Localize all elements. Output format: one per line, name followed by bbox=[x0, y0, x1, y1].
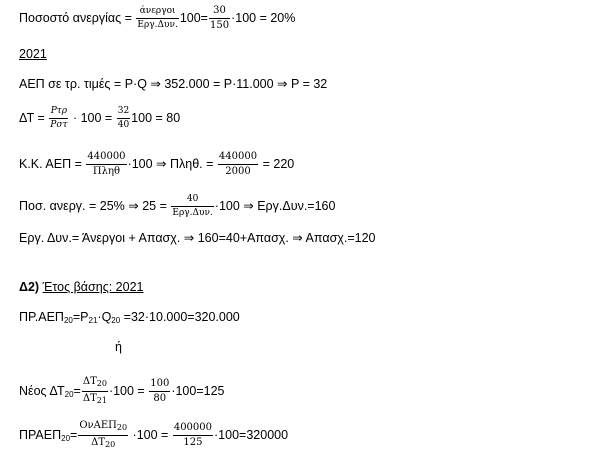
text: 100 = 80 bbox=[131, 110, 181, 125]
text: = bbox=[73, 383, 81, 398]
new-price-index-line bbox=[19, 376, 225, 407]
subscript: 20 bbox=[64, 389, 74, 399]
text: =P bbox=[72, 310, 89, 324]
denominator bbox=[78, 436, 128, 451]
year-heading: 2021 bbox=[19, 47, 47, 61]
fraction bbox=[209, 5, 230, 32]
text: ·100=320000 bbox=[214, 427, 289, 442]
text: · 100 = bbox=[72, 110, 113, 125]
numerator bbox=[82, 376, 108, 392]
numerator: άνεργοι bbox=[136, 6, 178, 19]
fraction bbox=[171, 194, 213, 219]
denominator: 125 bbox=[183, 437, 203, 448]
subscript: 20 bbox=[63, 316, 73, 325]
fraction bbox=[49, 106, 68, 131]
text: = bbox=[70, 427, 78, 442]
fraction bbox=[117, 106, 130, 131]
or-text: ή bbox=[115, 340, 122, 354]
denominator: 40 bbox=[117, 120, 130, 130]
subscript: 20 bbox=[111, 316, 121, 325]
fraction bbox=[173, 422, 213, 449]
denominator: Εργ.Δυν. bbox=[137, 20, 178, 30]
text: = 220 bbox=[262, 156, 295, 171]
numerator-text: ΔΤ bbox=[82, 376, 97, 387]
numerator: 400000 bbox=[173, 422, 213, 436]
d2-heading bbox=[19, 280, 143, 294]
text: ·100 ⇒ Εργ.Δυν.=160 bbox=[214, 198, 336, 213]
denominator: Πληθ bbox=[92, 166, 120, 177]
text: ·100 = bbox=[129, 427, 169, 442]
numerator: 440000 bbox=[218, 151, 258, 165]
denominator: 150 bbox=[209, 20, 230, 31]
per-capita-gdp-line bbox=[19, 151, 294, 178]
text: ·100 = bbox=[108, 383, 145, 398]
subscript: 20 bbox=[61, 433, 71, 443]
fraction bbox=[136, 6, 178, 31]
text: Κ.Κ. ΑΕΠ = bbox=[19, 156, 82, 171]
section-label: Δ2) bbox=[19, 280, 40, 294]
text: ·100=125 bbox=[171, 383, 225, 398]
numerator-text: ΟνΑΕΠ bbox=[79, 420, 117, 431]
text: ΠΡΑΕΠ bbox=[19, 427, 62, 442]
subscript: 20 bbox=[116, 423, 128, 432]
real-gdp-deflated-line bbox=[19, 420, 288, 451]
numerator: 100 bbox=[149, 378, 170, 392]
subscript: 21 bbox=[96, 396, 107, 405]
gdp-current-prices-line: ΑΕΠ σε τρ. τιμές = P·Q ⇒ 352.000 = P·11.000 ⇒ P = 32 bbox=[19, 77, 328, 91]
text: 100= bbox=[179, 10, 208, 25]
subscript: 21 bbox=[88, 316, 98, 325]
text: ΠΡ.ΑΕΠ bbox=[19, 310, 64, 324]
price-index-line bbox=[19, 106, 180, 131]
text: ΔΤ = bbox=[19, 110, 45, 125]
fraction bbox=[86, 151, 126, 178]
numerator: 32 bbox=[117, 106, 130, 119]
text: Νέος ΔΤ bbox=[19, 383, 65, 398]
unemployment-percent-line bbox=[19, 194, 335, 219]
text: =32·10.000=320.000 bbox=[120, 310, 240, 324]
text: Ποσ. ανεργ. = 25% ⇒ 25 = bbox=[19, 198, 167, 213]
numerator: 30 bbox=[209, 5, 230, 19]
denominator: 2000 bbox=[225, 166, 251, 177]
real-gdp-line bbox=[19, 310, 240, 328]
denominator: Εργ.Δυν. bbox=[172, 208, 213, 218]
fraction bbox=[149, 378, 170, 405]
numerator bbox=[78, 420, 128, 436]
denominator: 80 bbox=[153, 393, 167, 404]
numerator: 40 bbox=[171, 194, 213, 207]
labor-force-line: Εργ. Δυν.= Άνεργοι + Απασχ. ⇒ 160=40+Απασχ. ⇒ Απασχ.=120 bbox=[19, 231, 376, 245]
fraction bbox=[218, 151, 258, 178]
denominator-text: ΔΤ bbox=[91, 437, 106, 448]
base-year-text: Έτος βάσης: 2021 bbox=[42, 280, 144, 294]
text: ·100 = 20% bbox=[231, 10, 296, 25]
fraction bbox=[82, 376, 108, 407]
subscript: 20 bbox=[96, 379, 107, 388]
denominator: Pστ bbox=[50, 120, 68, 130]
denominator bbox=[82, 392, 108, 407]
denominator-text: ΔΤ bbox=[82, 393, 97, 404]
numerator: 440000 bbox=[86, 151, 126, 165]
text: Ποσοστό ανεργίας = bbox=[19, 10, 132, 25]
unemployment-rate-line bbox=[19, 5, 295, 32]
fraction bbox=[78, 420, 128, 451]
text: ·Q bbox=[97, 310, 112, 324]
subscript: 20 bbox=[105, 440, 116, 449]
text: ·100 ⇒ Πληθ. = bbox=[127, 156, 214, 171]
numerator: Pτρ bbox=[49, 106, 68, 119]
